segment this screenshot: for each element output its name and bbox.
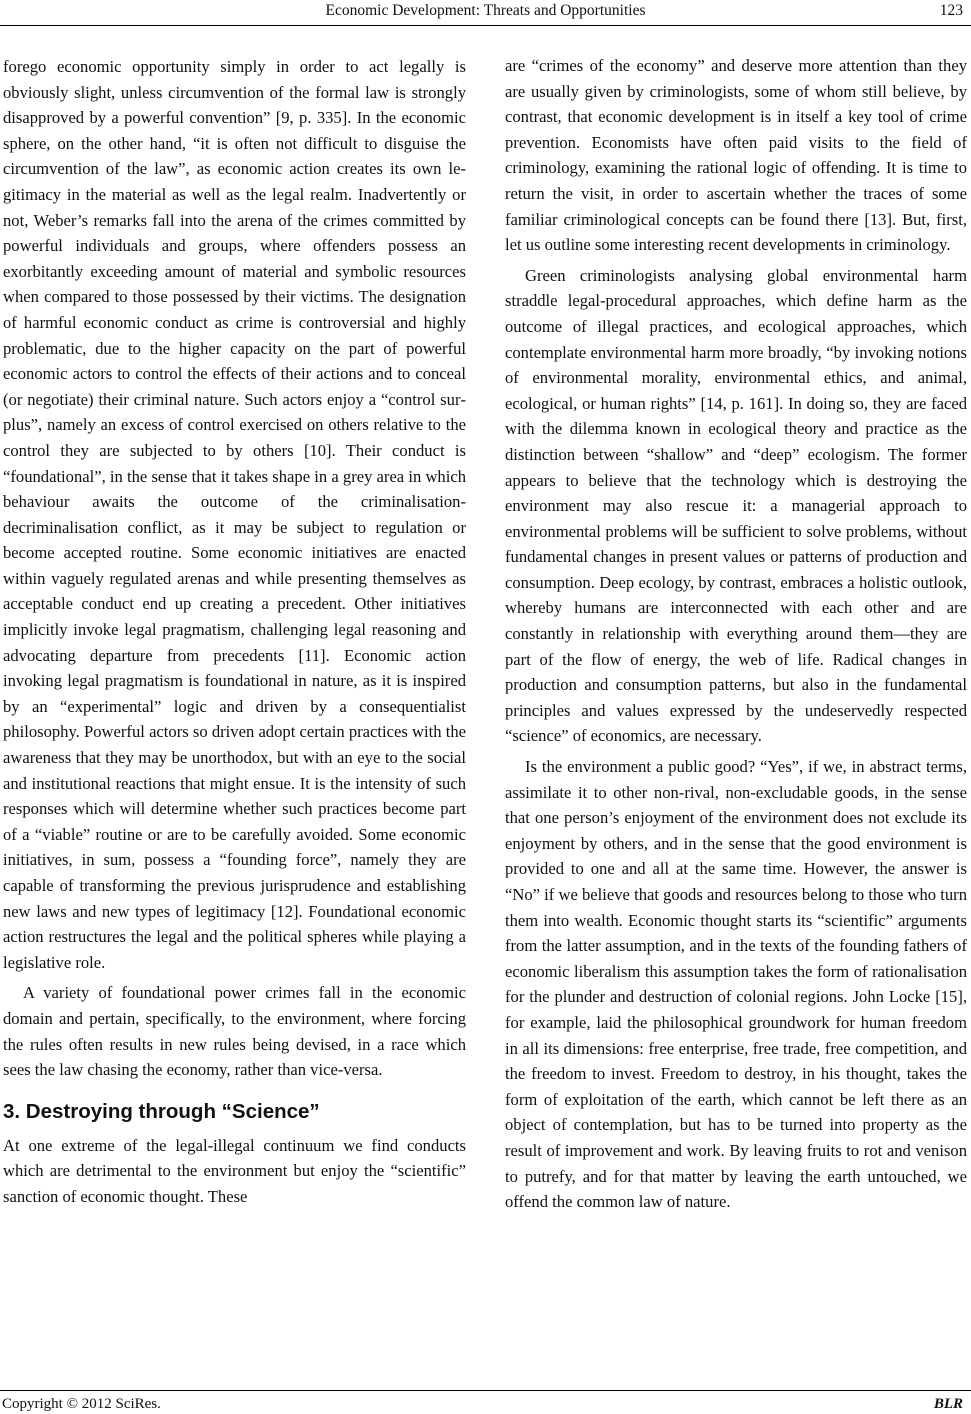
journal-abbreviation: BLR bbox=[933, 1396, 963, 1412]
left-column bbox=[3, 54, 466, 1210]
page-number: 123 bbox=[939, 2, 963, 19]
right-paragraph-1: are “crimes of the economy” and deserve more attention than they are usually given by criminologists, some of whom still believe, by contrast, that economic development is in itself a key tool of crime prevention. Economists have often paid visits to the field of criminology, examining the rational logic of offending. It is time to return the visit, in order to ascertain whether the traces of some familiar criminological concepts can be found there [13]. But, first, let us outline some interesting recent developments in criminology. bbox=[505, 56, 967, 255]
left-paragraph-3: At one extreme of the legal-illegal continuum we find conducts which are detrimental to the environment but enjoy the “scientific” sanction of economic thought. These bbox=[3, 1135, 466, 1206]
right-paragraph-2: Green criminologists analysing global environmental harm straddle legal-procedural approaches, which define harm as the outcome of illegal practices, and ecological approaches, which contemplate environmental harm more broadly, “by invoking notions of environmental morality, environmental ethics, and animal, ecological, or human rights” [14, p. 161]. In doing so, they are faced with the dilemma known in ecological theory and practice as the distinction between “shallow” and “deep” ecologism. The former appears to believe that the technology which is destroying the environment may also rescue it: a managerial approach to environmental problems will be sufficient to solve problems, without fundamental changes in present values or patterns of production and consumption. Deep ecology, by contrast, embraces a holistic outlook, whereby humans are interconnected with each other and are constantly in relationship with everything around them—they are part of the flow of energy, the web of life. Radical changes in production and consumption patterns, but also in the fundamental principles and values expressed by the undeservedly respected “science” of economics, are necessary. bbox=[505, 265, 967, 746]
copyright-notice: Copyright © 2012 SciRes. bbox=[2, 1396, 161, 1412]
header-divider bbox=[0, 25, 971, 26]
left-paragraph-2: A variety of foundational power crimes fall in the economic domain and pertain, specifically, to the environment, where forcing the rules often results in new rules being devised, in a race which sees the law chasing the economy, rather than vice-versa. bbox=[3, 983, 466, 1080]
right-paragraph-3: Is the environment a public good? “Yes”, if we, in abstract terms, assimilate it to other non-rival, non-excludable goods, in the sense that one person’s enjoyment of the environment does not exclude its enjoyment by others, and in the sense that the good environment is provided to one and all at the same time. However, the answer is “No” if we believe that goods and resources belong to those who turn them into wealth. Economic thought starts its “scientific” arguments from the latter assumption, and in the texts of the founding fathers of economic liberalism this assumption takes the form of rationalisation for the plunder and destruction of colonial regions. John Locke [15], for example, laid the philosophical groundwork for human freedom in all its dimensions: free enterprise, free trade, free competition, and the freedom to invest. Freedom to destroy, in his thought, takes the form of exploitation of the earth, which cannot be left there as an object of contemplation, but has to be turned into property as the result of improvement and work. By leaving fruits to rot and venison to putrefy, and for that matter by leaving the earth untouched, we offend the common law of nature. bbox=[505, 757, 967, 1212]
footer-divider bbox=[0, 1390, 971, 1391]
running-title: Economic Development: Threats and Opportunities bbox=[325, 2, 646, 19]
page-footer bbox=[0, 1372, 971, 1414]
page-header bbox=[0, 0, 971, 30]
right-column bbox=[505, 53, 967, 1215]
left-paragraph-1: forego economic opportunity simply in order to act legally is obviously slight, unless circumvention of the formal law is strongly disapproved by a powerful convention” [9, p. 335]. In the economic sphere, on the other hand, “it is often not difficult to disguise the circumvention of the law”, as economic action creates its own legitimacy in the material as well as the legal realm. Inadvertently or not, Weber’s remarks fall into the arena of the crimes committed by powerful individuals and groups, where offenders possess an exorbitantly exceeding amount of material and symbolic resources when compared to those possessed by their victims. The designation of harmful economic conduct as crime is controversial and highly problematic, due to the higher capacity on the part of powerful economic actors to control the effects of their actions and to conceal (or negotiate) their criminal nature. Such actors enjoy a “control surplus”, namely an excess of control exercised on others relative to the control they are subjected to by others [10]. Their conduct is “foundational”, in the sense that it takes shape in a grey area in which behaviour awaits the outcome of the criminalisation-decriminalisation conflict, as it may be subject to regulation or become accepted routine. Some economic initiatives are enacted within vaguely regulated arenas and while presenting themselves as acceptable conduct end up creating a precedent. Other initiatives implicitly invoke legal pragmatism, challenging legal reasoning and advocating departure from precedents [11]. Economic action invoking legal pragmatism is foundational in nature, as it is inspired by an “experimental” logic and driven by a consequentialist philosophy. Powerful actors so driven adopt certain practices with the awareness that they may be unorthodox, but with an eye to the social and institutional reactions that might ensue. It is the intensity of such responses which will determine whether such practices become part of a “viable” routine or are to be carefully avoided. Some economic initiatives, in sum, possess a “founding force”, namely they are capable of transforming the previous jurisprudence and establishing new laws and new types of legitimacy [12]. Foundational economic action restructures the legal and the political spheres while playing a legislative role. bbox=[3, 57, 466, 972]
section-heading: 3. Destroying through “Science” bbox=[3, 1099, 320, 1123]
